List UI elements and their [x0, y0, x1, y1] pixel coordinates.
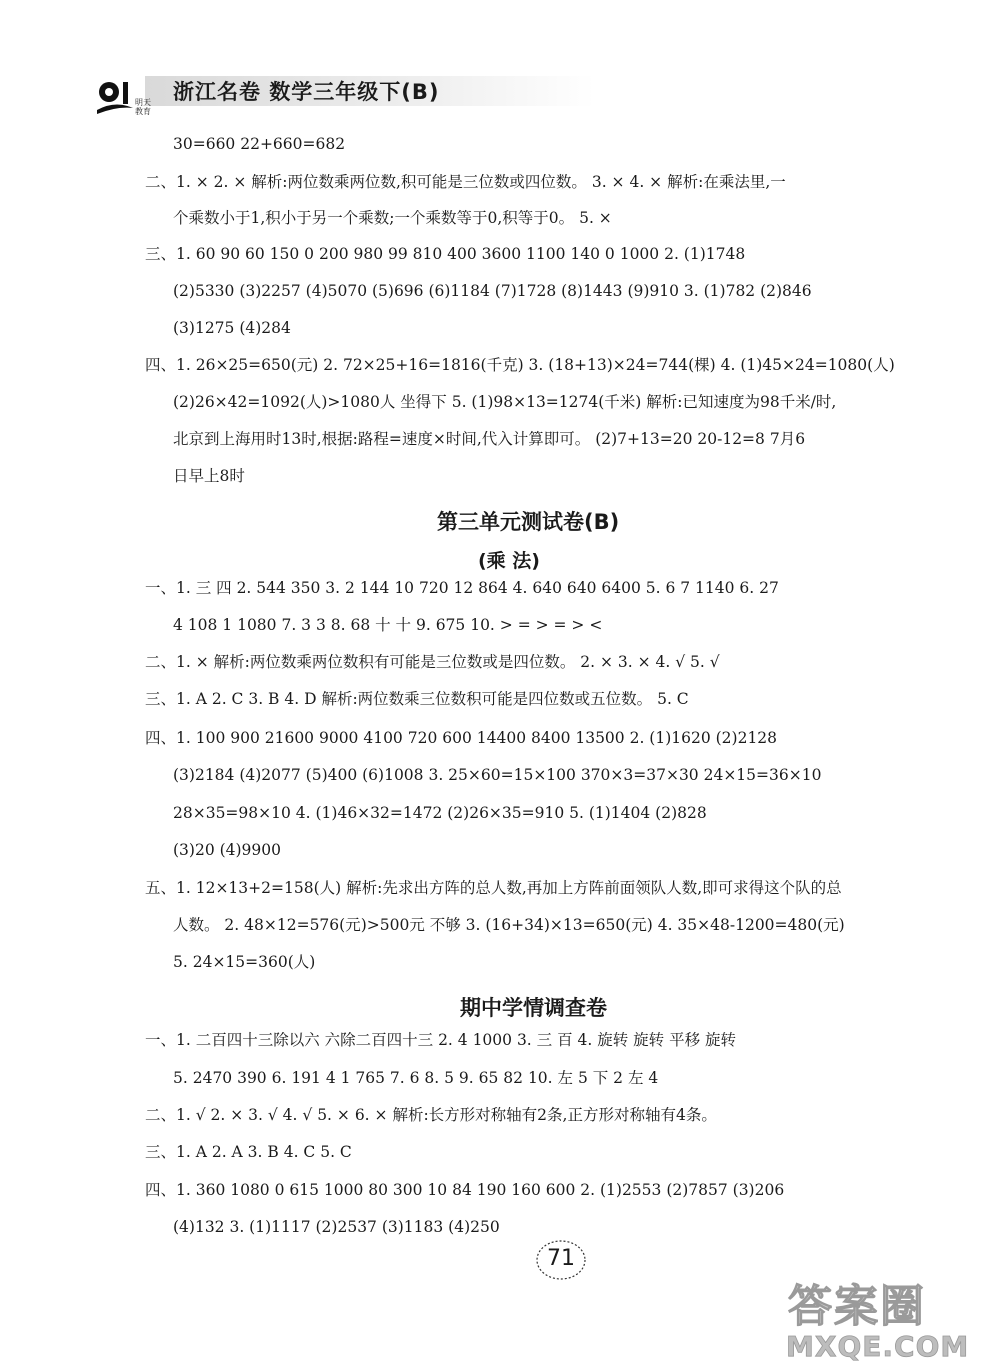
- answer-line: 5. 24×15=360(人): [173, 953, 316, 971]
- answer-line: 五、1. 12×13+2=158(人) 解析:先求出方阵的总人数,再加上方阵前面领队人数,即可求得这个队的总: [145, 879, 842, 897]
- logo-swoosh-icon: [95, 78, 135, 118]
- page-number: [535, 1238, 587, 1282]
- answer-line: 日早上8时: [173, 467, 245, 485]
- book-title: 浙江名卷 数学三年级下(B): [173, 80, 440, 104]
- answer-line: 四、1. 100 900 21600 9000 4100 720 600 14400 8400 13500 2. (1)1620 (2)2128: [145, 729, 778, 747]
- answer-line: 二、1. × 解析:两位数乘两位数积有可能是三位数或是四位数。 2. × 3. × 4. √ 5. √: [145, 653, 720, 671]
- section-subtitle-multiplication: (乘 法): [478, 550, 540, 572]
- answer-line: 一、1. 三 四 2. 544 350 3. 2 144 10 720 12 864 4. 640 640 6400 5. 6 7 1140 6. 27: [145, 579, 779, 597]
- site-watermark: [780, 1268, 990, 1363]
- page-number-text: 71: [547, 1246, 575, 1271]
- answer-line: 5. 2470 390 6. 191 4 1 765 7. 6 8. 5 9. 65 82 10. 左 5 下 2 左 4: [173, 1069, 659, 1087]
- answer-line: 三、1. A 2. C 3. B 4. D 解析:两位数乘三位数积可能是四位数或五位数。 5. C: [145, 690, 689, 708]
- answer-line: 一、1. 二百四十三除以六 六除二百四十三 2. 4 1000 3. 三 百 4. 旋转 旋转 平移 旋转: [145, 1031, 737, 1049]
- answer-line: (4)132 3. (1)1117 (2)2537 (3)1183 (4)250: [173, 1218, 500, 1236]
- answer-line: (3)2184 (4)2077 (5)400 (6)1008 3. 25×60=15×100 370×3=37×30 24×15=36×10: [173, 766, 822, 784]
- answer-line: 三、1. A 2. A 3. B 4. C 5. C: [145, 1143, 352, 1161]
- answer-line: 四、1. 360 1080 0 615 1000 80 300 10 84 190 160 600 2. (1)2553 (2)7857 (3)206: [145, 1181, 785, 1199]
- answer-line: (2)26×42=1092(人)>1080人 坐得下 5. (1)98×13=1274(千米) 解析:已知速度为98千米/时,: [173, 393, 837, 411]
- watermark-url: MXQE.COM: [786, 1330, 970, 1363]
- answer-line: 四、1. 26×25=650(元) 2. 72×25+16=1816(千克) 3. (18+13)×24=744(棵) 4. (1)45×24=1080(人): [145, 356, 895, 374]
- answer-line: 二、1. √ 2. × 3. √ 4. √ 5. × 6. × 解析:长方形对称轴有2条,正方形对称轴有4条。: [145, 1106, 717, 1124]
- watermark-chinese: 答案圈: [788, 1281, 926, 1332]
- answer-line: 个乘数小于1,积小于另一个乘数;一个乘数等于0,积等于0。 5. ×: [173, 209, 612, 227]
- section-title-unit3: 第三单元测试卷(B): [437, 510, 620, 534]
- answer-line: 28×35=98×10 4. (1)46×32=1472 (2)26×35=910 5. (1)1404 (2)828: [173, 804, 707, 822]
- answer-line: 二、1. × 2. × 解析:两位数乘两位数,积可能是三位数或四位数。 3. × 4. × 解析:在乘法里,一: [145, 173, 786, 191]
- publisher-logo: [85, 70, 155, 130]
- answer-line: 30=660 22+660=682: [173, 135, 346, 153]
- answer-line: 三、1. 60 90 60 150 0 200 980 99 810 400 3600 1100 140 0 1000 2. (1)1748: [145, 245, 746, 263]
- page-header: [85, 70, 605, 130]
- answer-line: 4 108 1 1080 7. 3 3 8. 68 十 十 9. 675 10. > = > = > <: [173, 616, 603, 634]
- answer-line: (3)1275 (4)284: [173, 319, 291, 337]
- answer-line: (2)5330 (3)2257 (4)5070 (5)696 (6)1184 (7)1728 (8)1443 (9)910 3. (1)782 (2)846: [173, 282, 812, 300]
- logo-text: 明天教育: [135, 98, 151, 116]
- answer-line: (3)20 (4)9900: [173, 841, 282, 859]
- answer-line: 人数。 2. 48×12=576(元)>500元 不够 3. (16+34)×13=650(元) 4. 35×48-1200=480(元): [173, 916, 845, 934]
- answer-line: 北京到上海用时13时,根据:路程=速度×时间,代入计算即可。 (2)7+13=20 20-12=8 7月6: [173, 430, 806, 448]
- section-title-midterm: 期中学情调查卷: [460, 996, 607, 1020]
